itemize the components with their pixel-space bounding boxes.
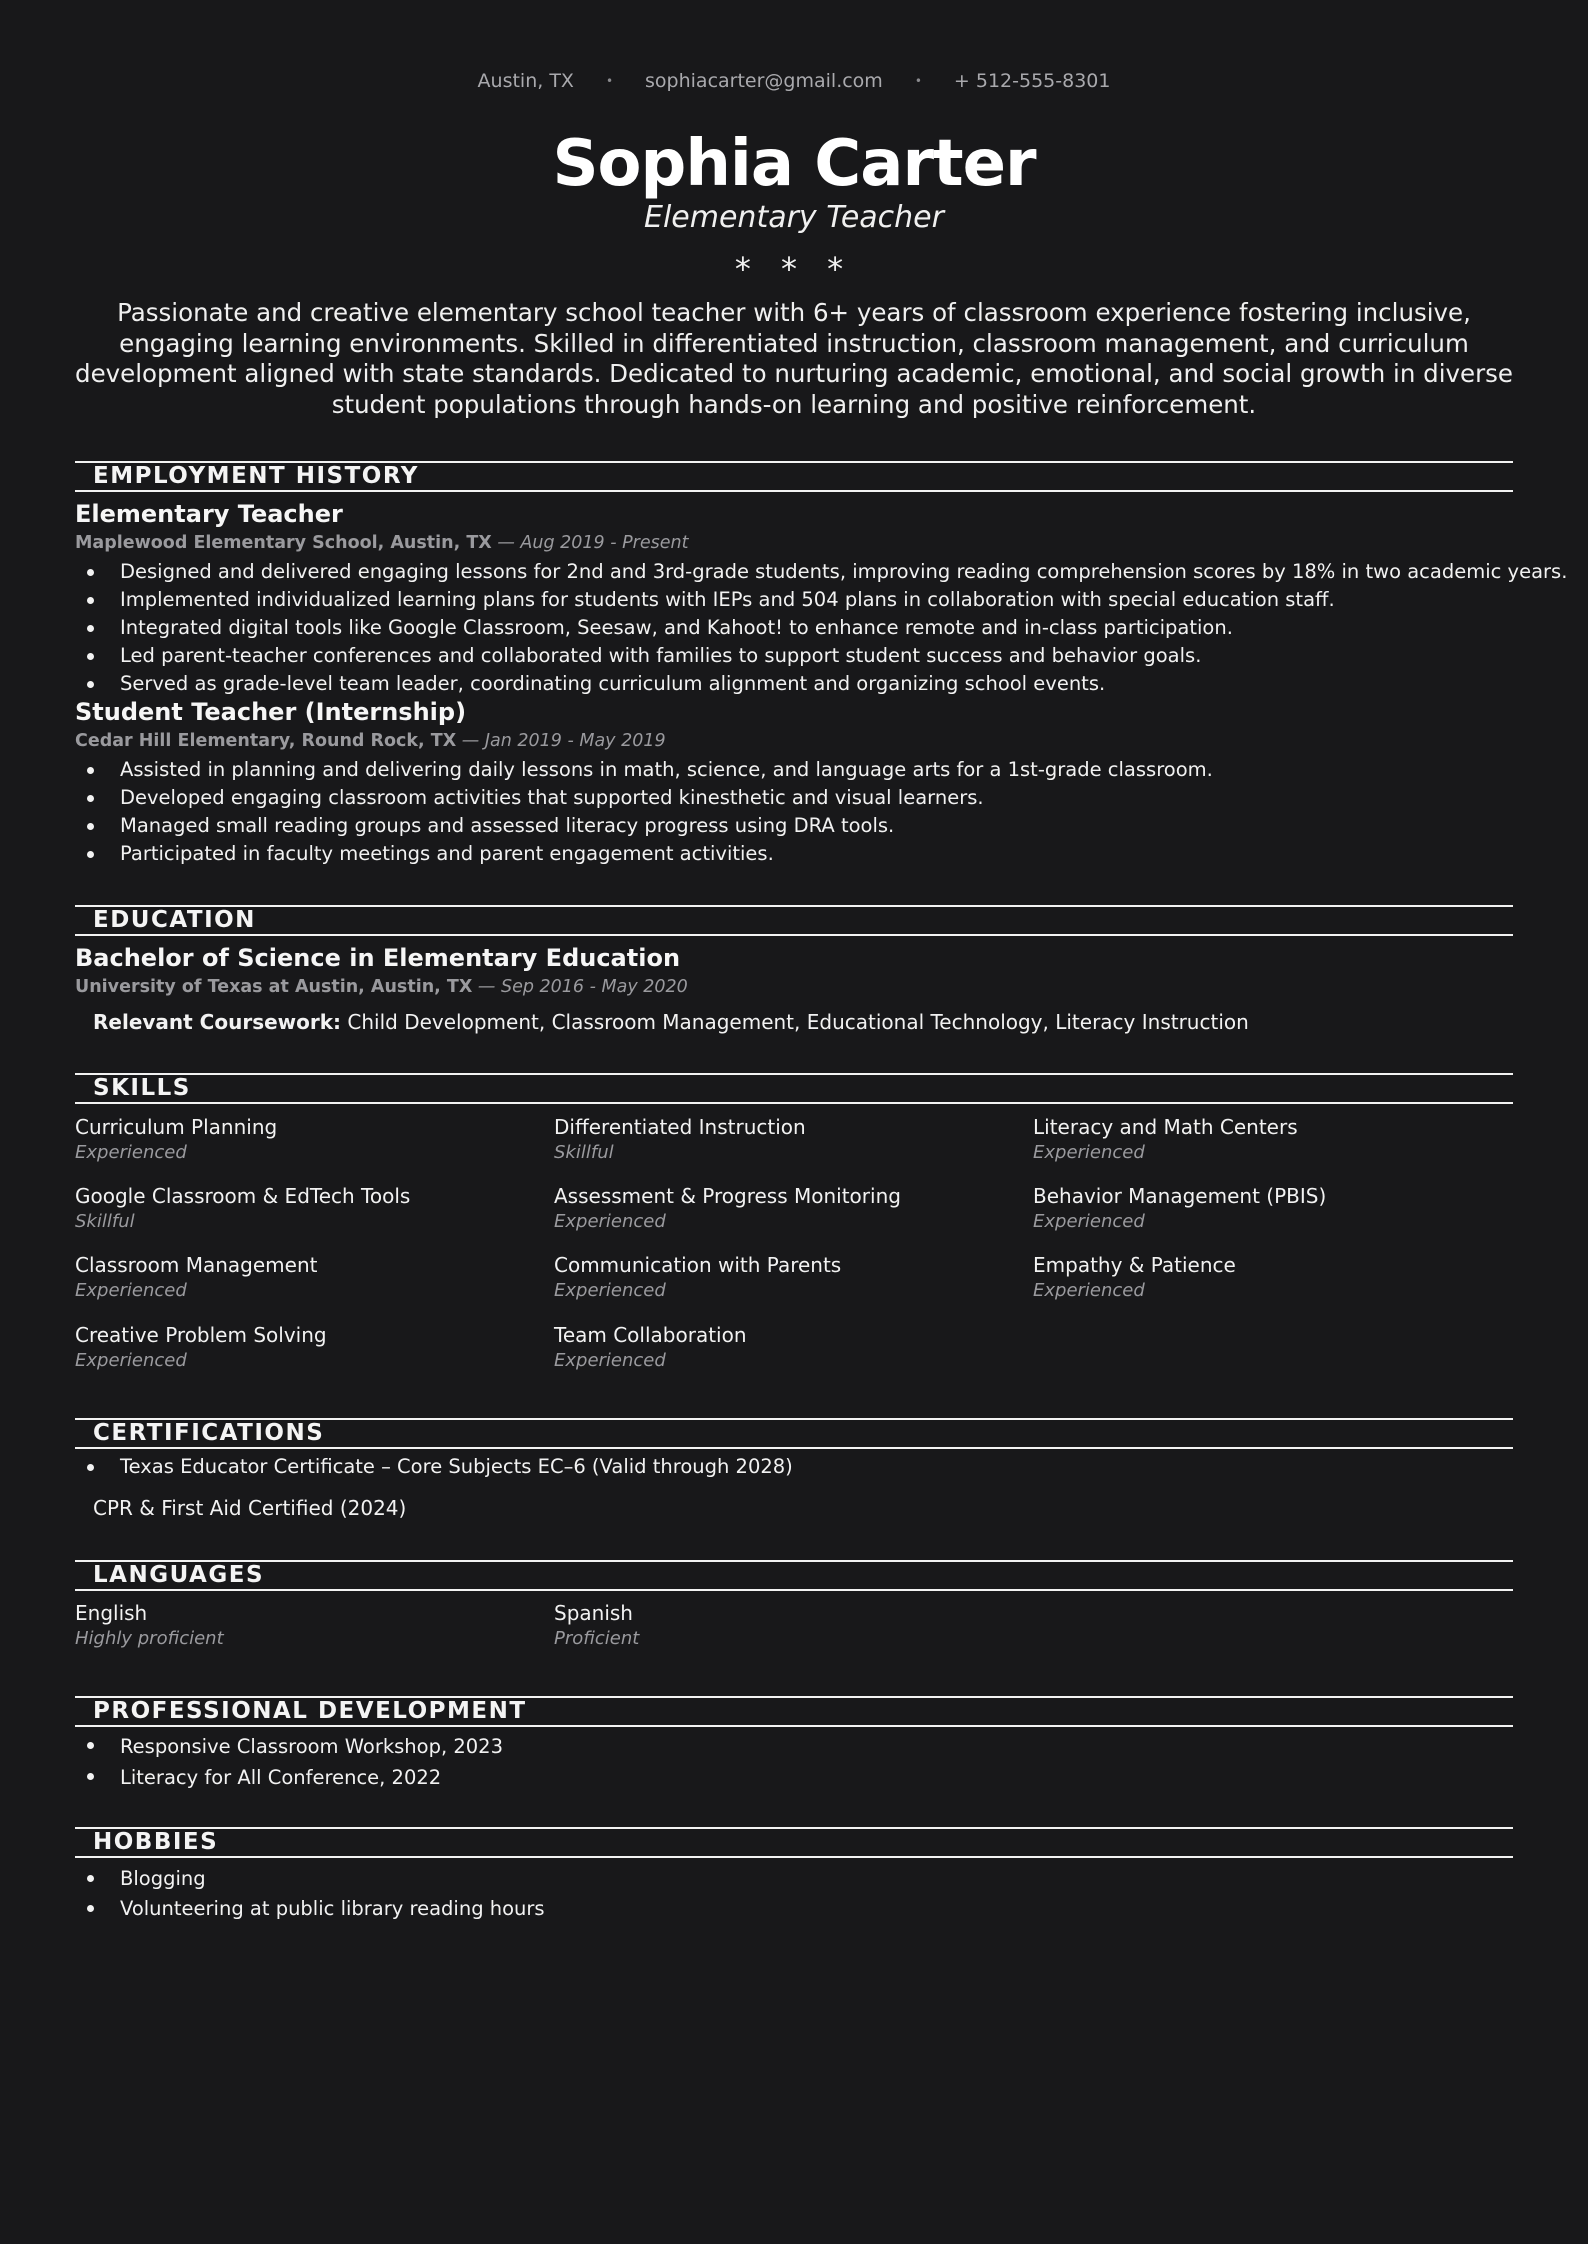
skill-item [554, 1322, 747, 1374]
job-employer: Maplewood Elementary School, Austin, TX [75, 533, 492, 553]
list-item: Implemented individualized learning plans for students with IEPs and 504 plans in collaboration with special education staff. [75, 586, 1515, 614]
section-header-skills [75, 1073, 1513, 1104]
skill-level: Experienced [75, 1142, 187, 1163]
skill-name: Classroom Management [75, 1253, 318, 1277]
job-title: Student Teacher (Internship) [75, 698, 467, 726]
list-item: Integrated digital tools like Google Classroom, Seesaw, and Kahoot! to enhance remote and in-class participation. [75, 614, 1515, 642]
section-title: SKILLS [93, 1075, 191, 1101]
language-item [554, 1600, 639, 1652]
section-title: HOBBIES [93, 1829, 219, 1855]
list-item: Assisted in planning and delivering daily lessons in math, science, and language arts for a 1st-grade classroom. [75, 756, 1515, 784]
language-level: Highly proficient [75, 1628, 224, 1649]
certifications-list [75, 1453, 1515, 1481]
job-dates: — Aug 2019 - Present [497, 533, 689, 553]
hobbies-list [75, 1864, 1515, 1924]
language-name: Spanish [554, 1601, 633, 1625]
contact-location: Austin, TX [477, 70, 574, 92]
skill-name: Behavior Management (PBIS) [1033, 1184, 1327, 1208]
job-meta [75, 731, 666, 751]
skill-name: Curriculum Planning [75, 1115, 278, 1139]
certification-plain: CPR & First Aid Certified (2024) [93, 1496, 407, 1520]
skill-name: Literacy and Math Centers [1033, 1115, 1298, 1139]
job-employer: Cedar Hill Elementary, Round Rock, TX [75, 731, 457, 751]
school-name: University of Texas at Austin, Austin, TX [75, 977, 473, 997]
skill-item [75, 1322, 327, 1374]
skill-item [1033, 1114, 1298, 1166]
separator-dot: • [914, 74, 922, 88]
header-divider: * * * [734, 250, 854, 288]
language-level: Proficient [554, 1628, 640, 1649]
contact-bar [0, 70, 1588, 92]
section-header-languages [75, 1560, 1513, 1591]
skill-level: Experienced [1033, 1211, 1145, 1232]
skill-name: Creative Problem Solving [75, 1323, 327, 1347]
list-item: Participated in faculty meetings and parent engagement activities. [75, 840, 1515, 868]
language-name: English [75, 1601, 148, 1625]
skill-item [554, 1114, 806, 1166]
section-title: CERTIFICATIONS [93, 1420, 325, 1446]
skill-level: Experienced [554, 1280, 666, 1301]
skill-level: Experienced [554, 1211, 666, 1232]
skill-item [1033, 1252, 1236, 1304]
list-item: Led parent-teacher conferences and collaborated with families to support student success and behavior goals. [75, 642, 1515, 670]
coursework [93, 1010, 1249, 1034]
section-header-professional-development [75, 1696, 1513, 1727]
list-item: Managed small reading groups and assessed literacy progress using DRA tools. [75, 812, 1515, 840]
skill-name: Assessment & Progress Monitoring [554, 1184, 901, 1208]
education-dates: — Sep 2016 - May 2020 [477, 977, 688, 997]
list-item: Served as grade-level team leader, coordinating curriculum alignment and organizing school events. [75, 670, 1515, 698]
contact-email[interactable]: sophiacarter@gmail.com [645, 70, 883, 92]
section-header-certifications [75, 1418, 1513, 1449]
candidate-role: Elementary Teacher [644, 200, 944, 235]
list-item: Literacy for All Conference, 2022 [75, 1762, 1515, 1793]
list-item: Texas Educator Certificate – Core Subjects EC–6 (Valid through 2028) [75, 1453, 1515, 1481]
section-header-education [75, 905, 1513, 936]
list-item: Responsive Classroom Workshop, 2023 [75, 1731, 1515, 1762]
job-bullets [75, 558, 1568, 698]
skill-item [1033, 1183, 1326, 1235]
skill-item [554, 1183, 901, 1235]
job-dates: — Jan 2019 - May 2019 [461, 731, 666, 751]
skill-item [554, 1252, 841, 1304]
section-title: PROFESSIONAL DEVELOPMENT [93, 1698, 527, 1724]
job-bullets [75, 756, 1515, 868]
skill-name: Team Collaboration [554, 1323, 747, 1347]
coursework-list: Child Development, Classroom Management, Educational Technology, Literacy Instruction [347, 1010, 1249, 1034]
section-title: LANGUAGES [93, 1562, 265, 1588]
skill-level: Experienced [75, 1280, 187, 1301]
skill-name: Differentiated Instruction [554, 1115, 806, 1139]
skill-level: Skillful [75, 1211, 135, 1232]
skill-item [75, 1114, 277, 1166]
job-title: Elementary Teacher [75, 500, 343, 528]
contact-phone[interactable]: + 512-555-8301 [953, 70, 1111, 92]
skill-name: Empathy & Patience [1033, 1253, 1236, 1277]
coursework-label: Relevant Coursework: [93, 1010, 342, 1034]
list-item: Volunteering at public library reading hours [75, 1894, 1515, 1924]
candidate-name: Sophia Carter [552, 127, 1036, 201]
skill-level: Experienced [75, 1350, 187, 1371]
degree-title: Bachelor of Science in Elementary Education [75, 944, 681, 972]
skill-name: Google Classroom & EdTech Tools [75, 1184, 411, 1208]
job-meta [75, 533, 688, 553]
skill-level: Experienced [1033, 1142, 1145, 1163]
skill-level: Skillful [554, 1142, 614, 1163]
section-header-employment [75, 461, 1513, 492]
list-item: Designed and delivered engaging lessons for 2nd and 3rd-grade students, improving reading comprehension scores by 18% in two academic years. [75, 558, 1515, 586]
skill-name: Communication with Parents [554, 1253, 842, 1277]
professional-summary: Passionate and creative elementary school teacher with 6+ years of classroom experience fostering inclusive, engaging learning environments. Skilled in differentiated instruction, classroom management, and curriculum development aligned with state standards. Dedicated to nurturing academic, emotional, and social growth in diverse student populations through hands-on learning and positive reinforcement. [75, 298, 1513, 419]
skill-item [75, 1252, 317, 1304]
skill-level: Experienced [1033, 1280, 1145, 1301]
list-item: Developed engaging classroom activities that supported kinesthetic and visual learners. [75, 784, 1515, 812]
list-item: Blogging [75, 1864, 1515, 1894]
skill-level: Experienced [554, 1350, 666, 1371]
education-meta [75, 977, 688, 997]
separator-dot: • [605, 74, 614, 88]
language-item [75, 1600, 224, 1652]
professional-development-list [75, 1731, 1515, 1793]
section-title: EDUCATION [93, 907, 256, 933]
section-title: EMPLOYMENT HISTORY [93, 463, 419, 489]
section-header-hobbies [75, 1827, 1513, 1858]
skill-item [75, 1183, 410, 1235]
